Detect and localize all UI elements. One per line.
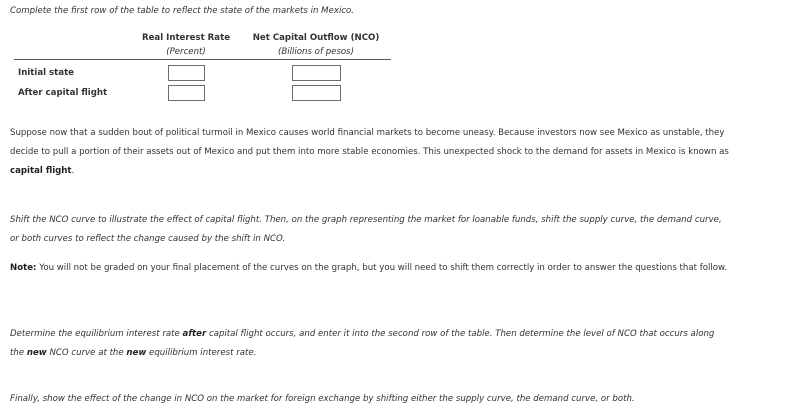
initial-interest-rate-input[interactable] <box>168 65 205 81</box>
col-real-interest-rate-unit: (Percent) <box>131 45 241 60</box>
col-nco-header: Net Capital Outflow (NCO) <box>252 33 380 43</box>
markets-table <box>14 31 391 103</box>
after-interest-rate-input[interactable] <box>168 85 205 101</box>
capital-flight-term: capital flight <box>10 166 72 176</box>
table-row-initial-state <box>14 60 391 84</box>
table-header-row <box>14 31 391 45</box>
initial-nco-input[interactable] <box>292 65 341 81</box>
row-label-initial-state: Initial state <box>18 68 75 78</box>
col-nco-unit: (Billions of pesos) <box>241 45 391 60</box>
shift-curve-instruction: Shift the NCO curve to illustrate the effect of capital flight. Then, on the graph representing the market for loanable funds, shift the supply curve, the demand curve, or both curves to reflect the change caused by the shift in NCO. <box>10 215 722 244</box>
intro-instruction: Complete the first row of the table to reflect the state of the markets in Mexico. <box>10 6 355 16</box>
foreign-exchange-instruction: Finally, show the effect of the change in NCO on the market for foreign exchange by shifting either the supply curve, the demand curve, or both. <box>10 394 635 404</box>
after-nco-input[interactable] <box>292 85 341 101</box>
note-label: Note: <box>10 263 37 273</box>
equilibrium-instruction: Determine the equilibrium interest rate after capital flight occurs, and enter it into the second row of the table. Then determine the level of NCO that occurs along the new NCO curve at the new equilibrium interest rate. <box>10 329 715 358</box>
table-unit-row <box>14 45 391 60</box>
capital-flight-scenario: Suppose now that a sudden bout of political turmoil in Mexico causes world financial markets to become uneasy. Because investors now see Mexico as unstable, they decide to pull a portion of their assets out of Mexico and put them into more stable economies. This unexpected shock to the demand for assets in Mexico is known as capital flight. <box>10 128 729 176</box>
grading-note: Note: You will not be graded on your final placement of the curves on the graph, but you will need to shift them correctly in order to answer the questions that follow. <box>10 263 728 273</box>
row-label-after-capital-flight: After capital flight <box>18 88 108 98</box>
col-real-interest-rate-header: Real Interest Rate <box>141 33 231 43</box>
table-row-after-capital-flight <box>14 83 391 103</box>
